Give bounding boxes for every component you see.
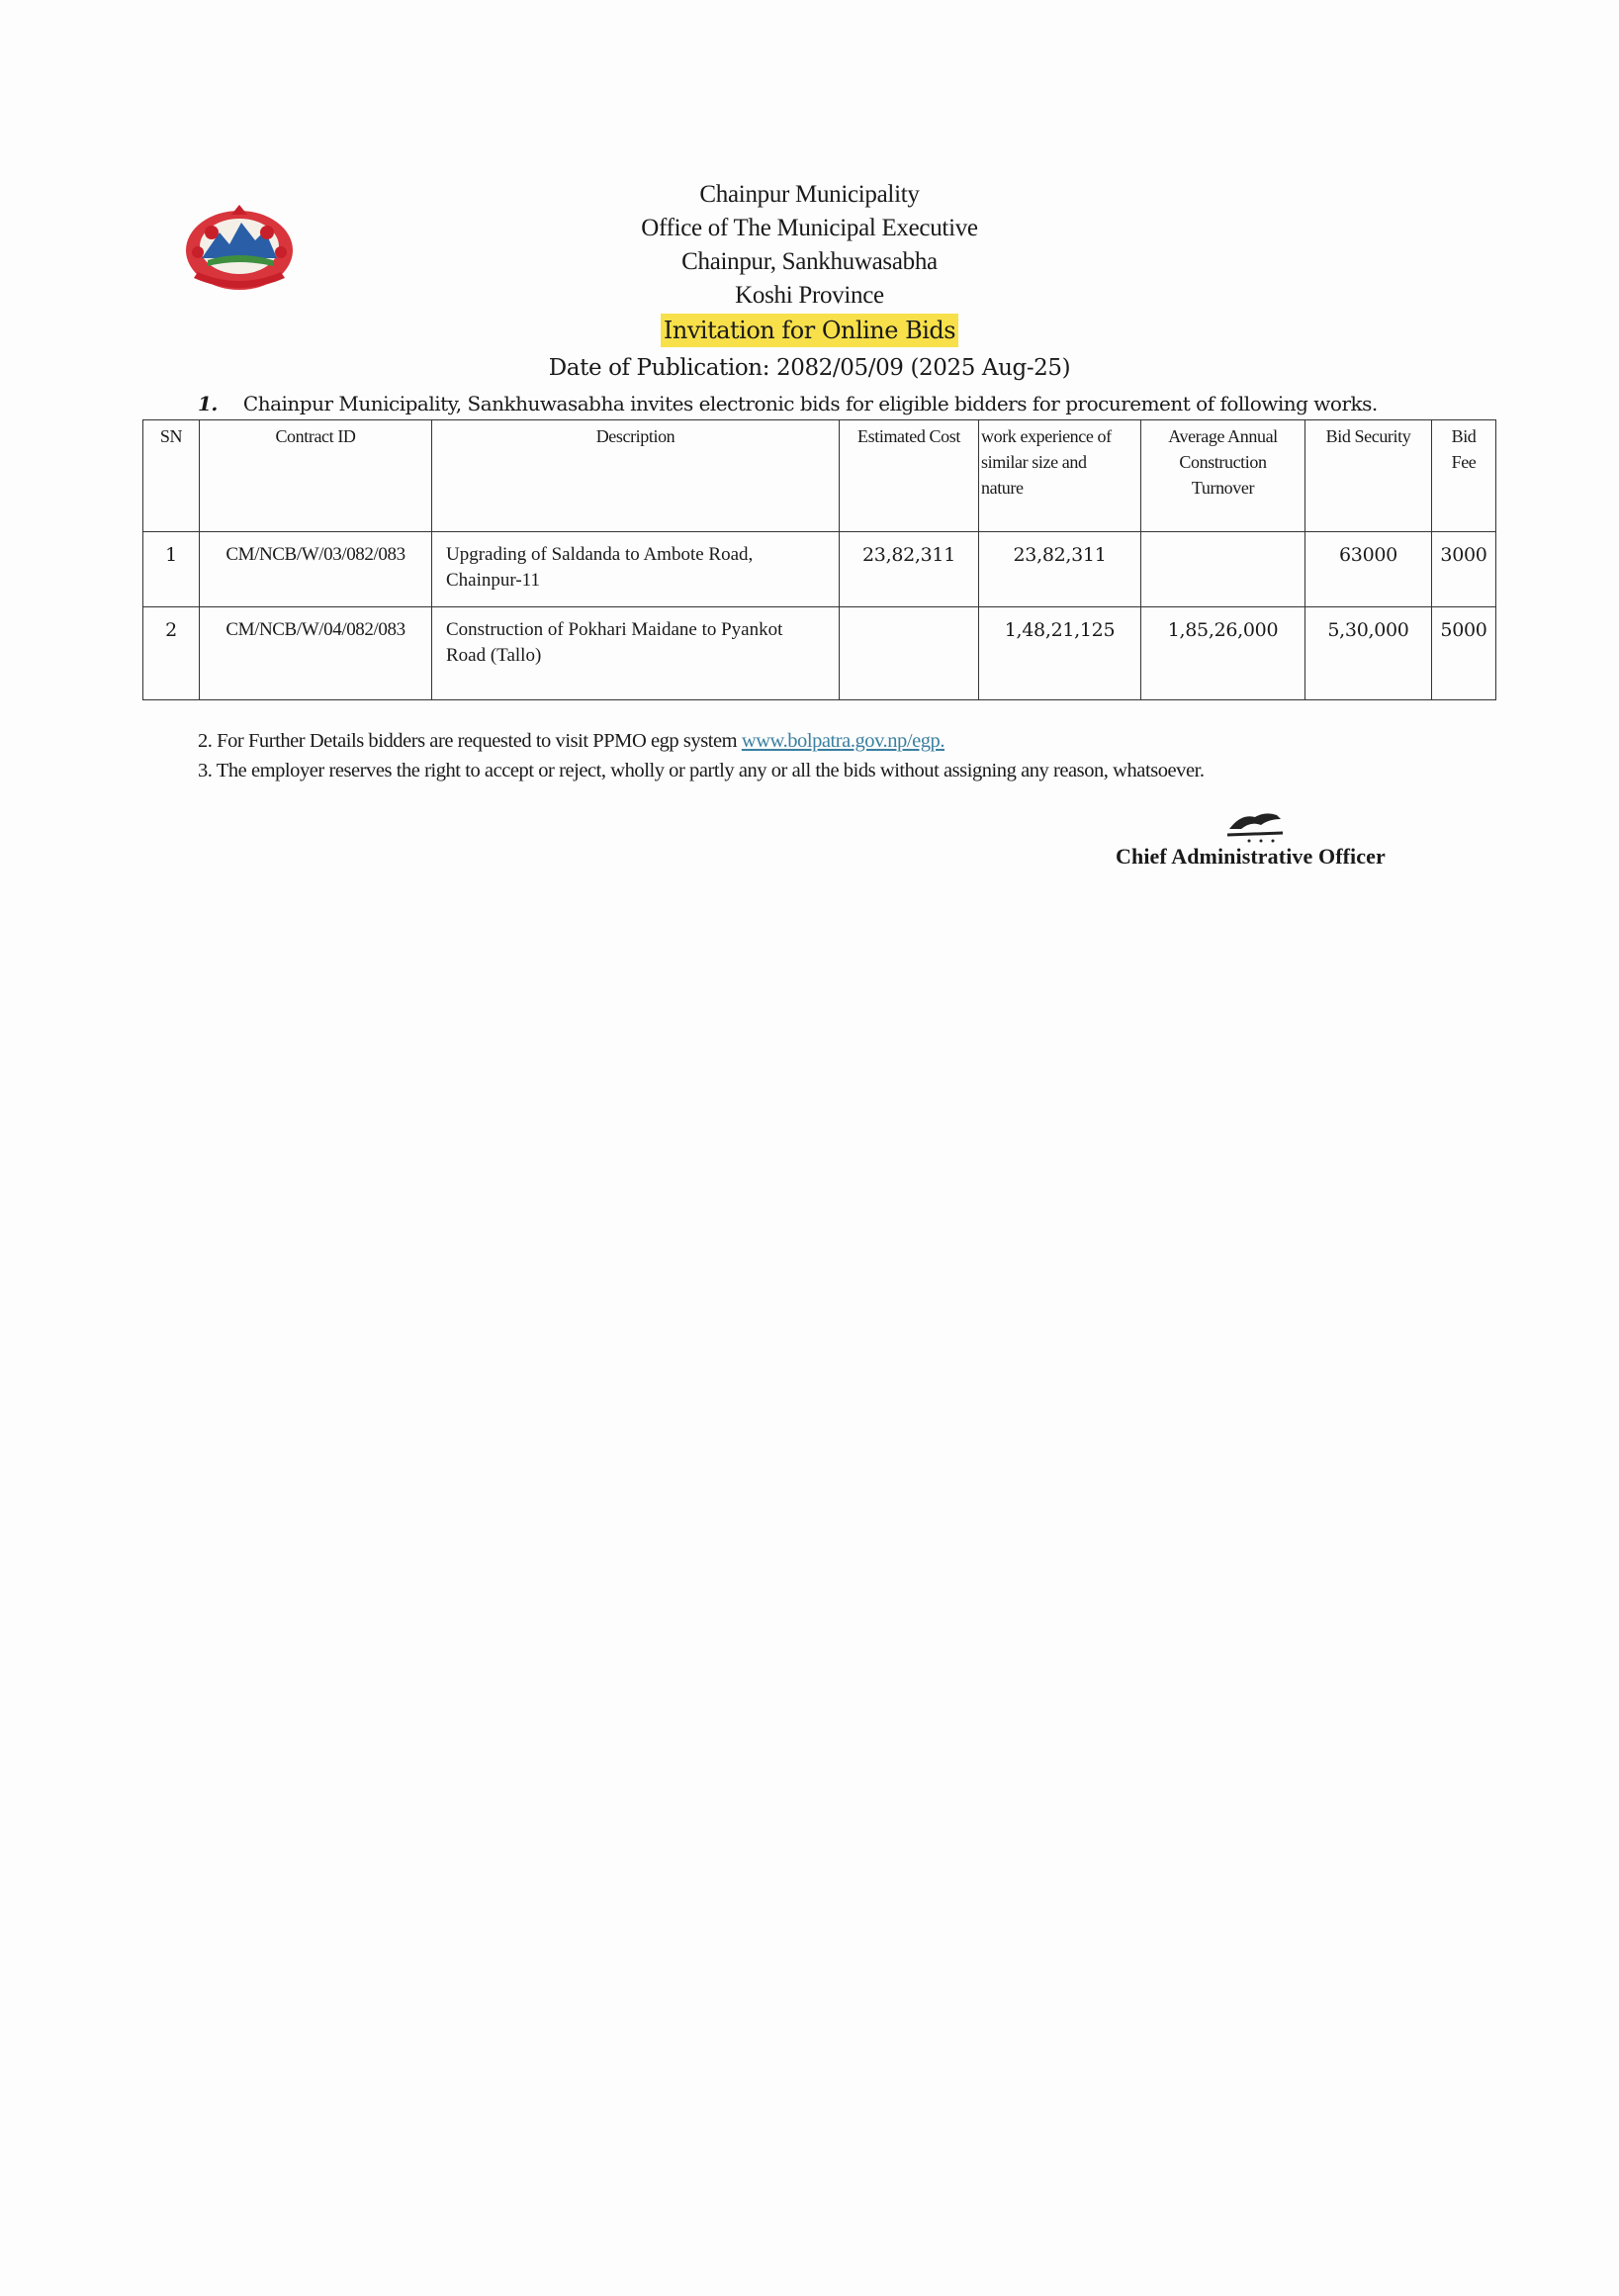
document-header xyxy=(0,178,1619,386)
cell-turnover: 1,85,26,000 xyxy=(1141,607,1305,700)
province: Koshi Province xyxy=(735,282,884,309)
signatory-title: Chief Administrative Officer xyxy=(1116,844,1386,869)
org-name: Chainpur Municipality xyxy=(699,181,920,208)
header-bid-fee: Bid Fee xyxy=(1432,420,1496,532)
cell-work-experience: 1,48,21,125 xyxy=(979,607,1141,700)
cell-description xyxy=(432,532,840,607)
cell-estimated-cost: 23,82,311 xyxy=(840,532,979,607)
publication-date: Date of Publication: 2082/05/09 (2025 Aug-25) xyxy=(548,355,1071,381)
header-work-experience: work experience of similar size and nature xyxy=(979,420,1141,532)
description-line: Chainpur-11 xyxy=(446,570,540,591)
office-name: Office of The Municipal Executive xyxy=(641,215,978,241)
intro-paragraph xyxy=(198,392,1378,415)
cell-contract-id: CM/NCB/W/03/082/083 xyxy=(200,532,432,607)
note-2 xyxy=(198,726,1205,756)
signature-icon xyxy=(1221,803,1291,843)
header-description: Description xyxy=(432,420,840,532)
header-estimated-cost: Estimated Cost xyxy=(840,420,979,532)
header-turnover: Average Annual Construction Turnover xyxy=(1141,420,1305,532)
note-3: 3. The employer reserves the right to accept or reject, wholly or partly any or all the bids without assigning any reason, whatsoever. xyxy=(198,760,1205,781)
table-row xyxy=(143,607,1496,700)
header-contract-id: Contract ID xyxy=(200,420,432,532)
cell-contract-id: CM/NCB/W/04/082/083 xyxy=(200,607,432,700)
description-line: Construction of Pokhari Maidane to Pyankot xyxy=(446,619,783,640)
cell-bid-fee: 3000 xyxy=(1432,532,1496,607)
intro-number: 1. xyxy=(198,392,218,415)
cell-bid-security: 63000 xyxy=(1305,532,1432,607)
cell-bid-fee: 5000 xyxy=(1432,607,1496,700)
cell-bid-security: 5,30,000 xyxy=(1305,607,1432,700)
document-title: Invitation for Online Bids xyxy=(661,314,958,347)
address: Chainpur, Sankhuwasabha xyxy=(681,248,938,275)
description-line: Upgrading of Saldanda to Ambote Road, xyxy=(446,544,754,565)
cell-estimated-cost xyxy=(840,607,979,700)
bolpatra-link[interactable]: www.bolpatra.gov.np/egp. xyxy=(741,730,945,752)
table-row xyxy=(143,532,1496,607)
header-bid-security: Bid Security xyxy=(1305,420,1432,532)
cell-work-experience: 23,82,311 xyxy=(979,532,1141,607)
cell-turnover xyxy=(1141,532,1305,607)
intro-text: Chainpur Municipality, Sankhuwasabha invites electronic bids for eligible bidders for procurement of following works. xyxy=(242,392,1378,415)
note-2-text: 2. For Further Details bidders are requested to visit PPMO egp system xyxy=(198,730,738,752)
notes-section xyxy=(198,726,1205,785)
header-sn: SN xyxy=(143,420,200,532)
table-header-row xyxy=(143,420,1496,532)
bids-table xyxy=(142,419,1496,700)
cell-description xyxy=(432,607,840,700)
description-line: Road (Tallo) xyxy=(446,645,542,666)
cell-sn: 1 xyxy=(143,532,200,607)
cell-sn: 2 xyxy=(143,607,200,700)
